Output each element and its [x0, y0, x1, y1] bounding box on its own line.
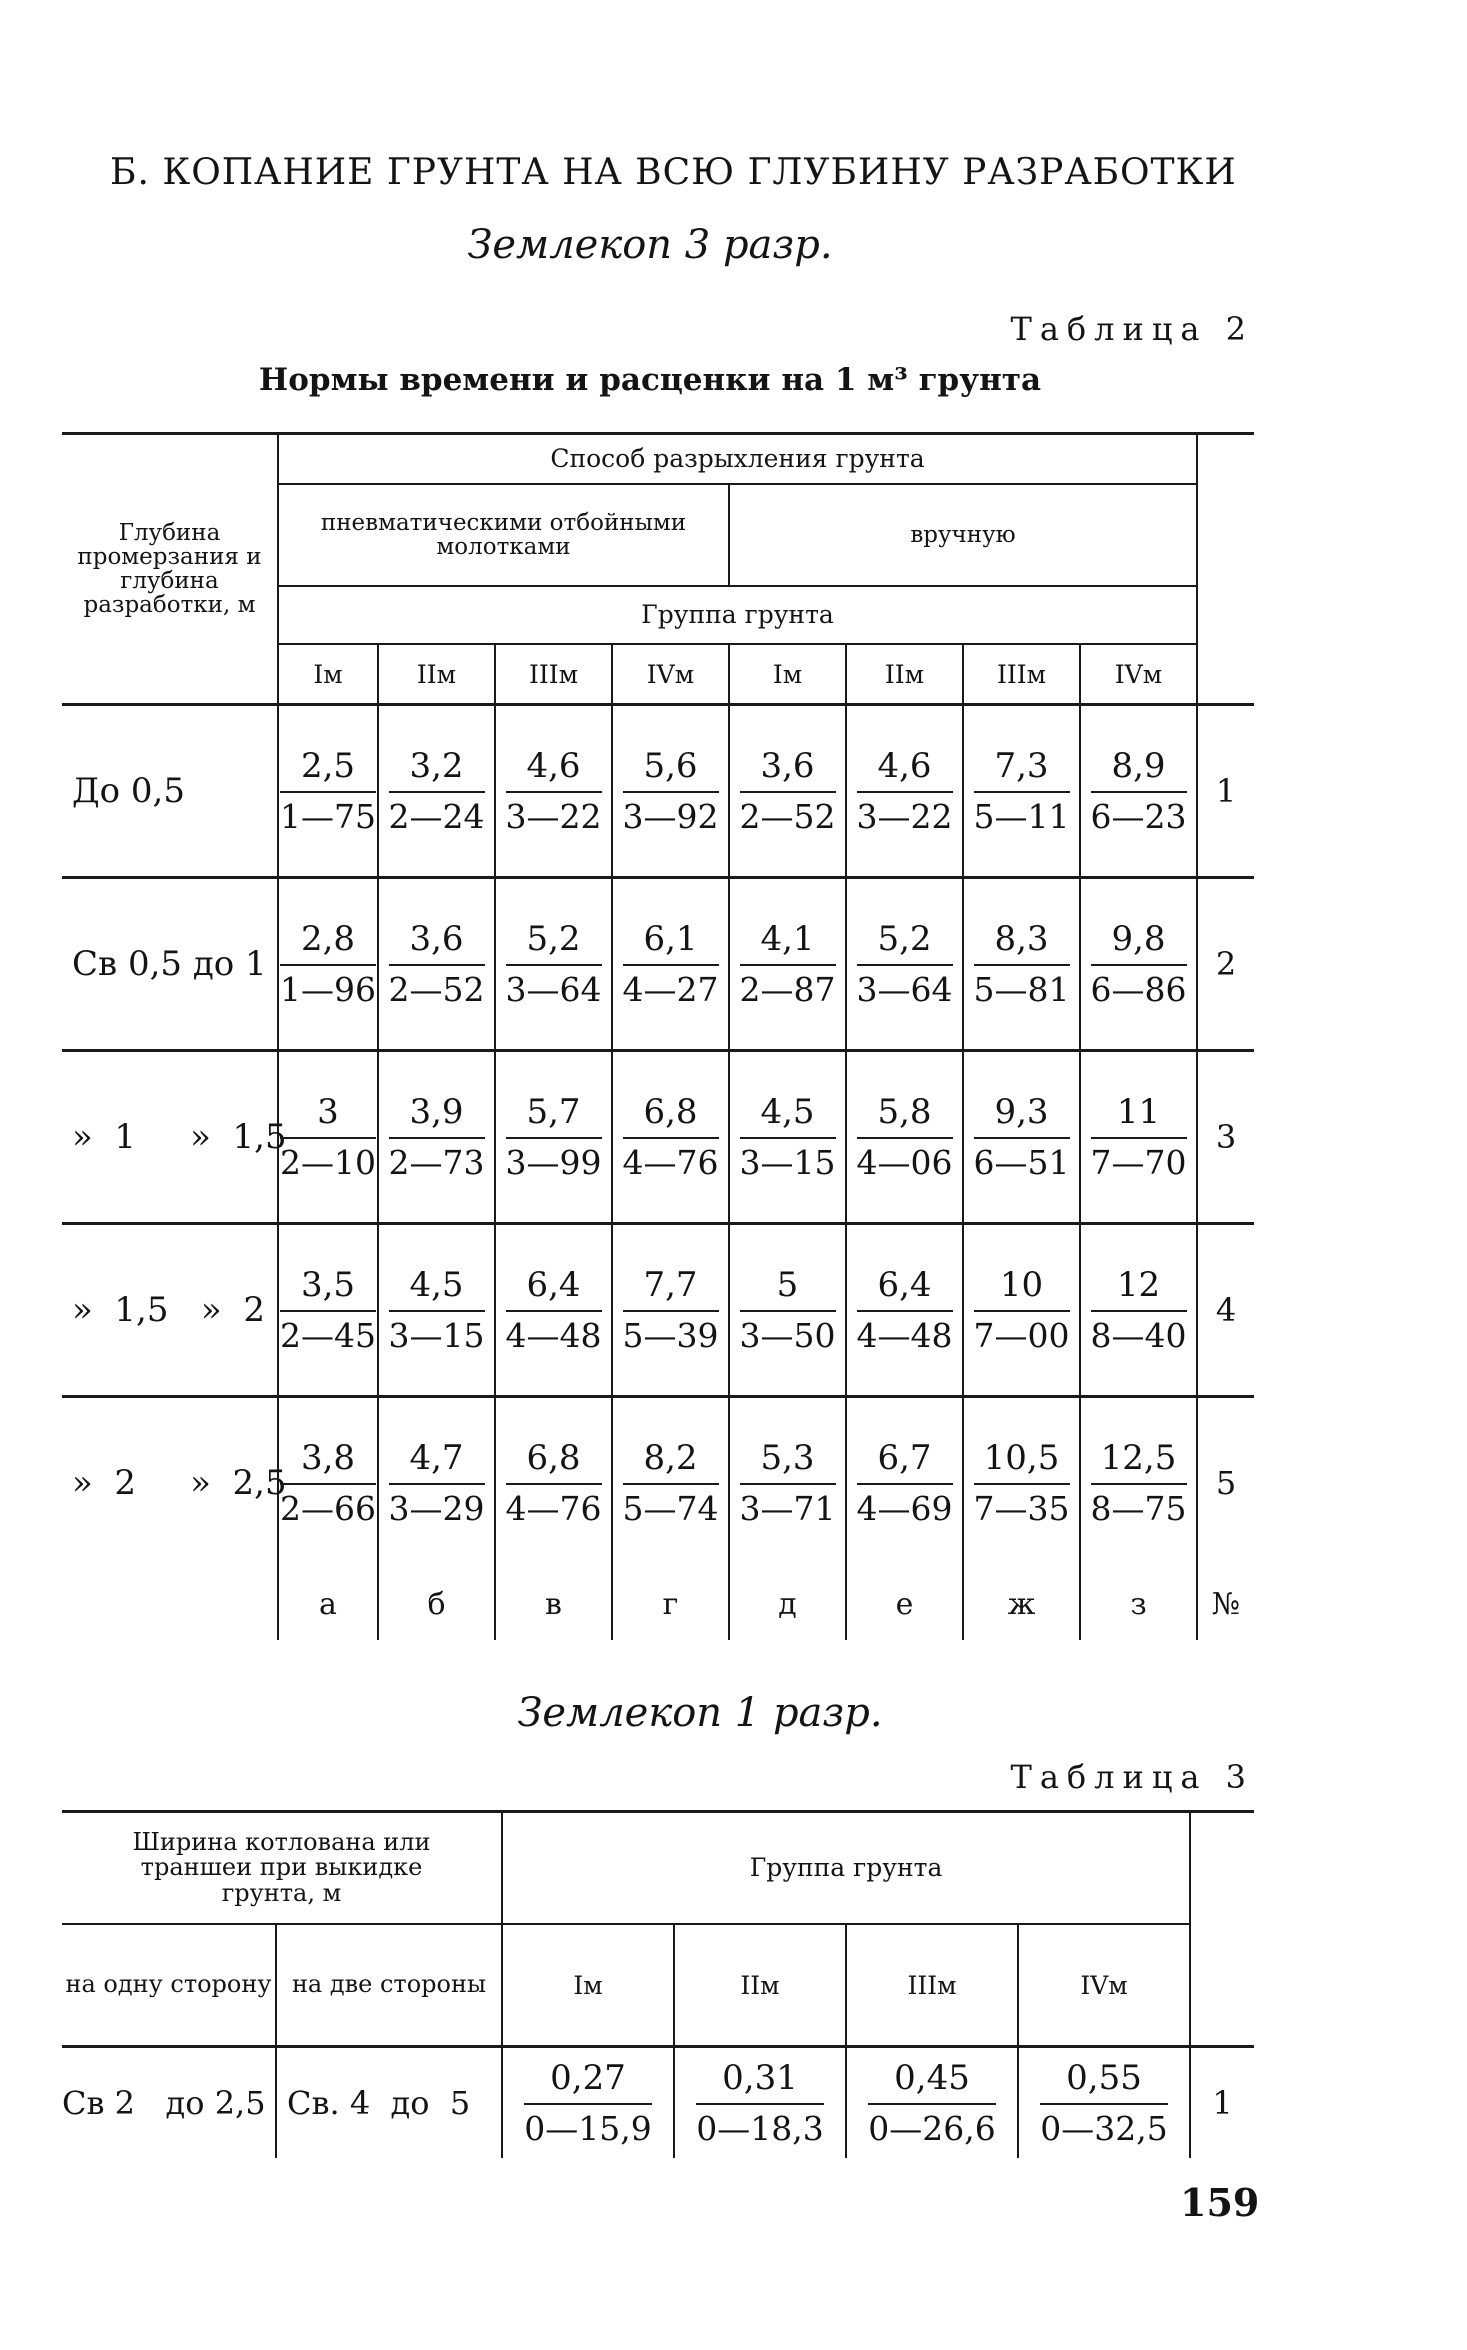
rate: 7—00: [973, 1315, 1070, 1355]
row-label: Св 0,5 до 1: [72, 944, 267, 984]
table-row: [62, 2047, 1254, 2159]
rate: 5—39: [622, 1315, 719, 1355]
time-norm: 4,5: [389, 1265, 485, 1312]
worker-grade-heading-3: Землекоп 3 разр.: [467, 222, 833, 268]
group-cell: IIм: [674, 1924, 846, 2047]
group-cell: IIм: [378, 644, 495, 705]
rate: 4—48: [856, 1315, 953, 1355]
row-number: 1: [1190, 2047, 1254, 2159]
group-cell: IVм: [1018, 1924, 1190, 2047]
rate: 2—24: [388, 796, 485, 836]
time-norm: 2,8: [280, 919, 376, 966]
rate: 4—76: [505, 1488, 602, 1528]
time-norm: 7,7: [623, 1265, 719, 1312]
rate: 2—73: [388, 1142, 485, 1182]
width-header: Ширина котлована или траншеи при выкидке грунта, м: [62, 1812, 502, 1925]
time-norm: 3,6: [740, 746, 836, 793]
rate: 4—48: [505, 1315, 602, 1355]
time-norm: 12: [1091, 1265, 1187, 1312]
group-cell: Iм: [502, 1924, 674, 2047]
time-norm: 3,5: [280, 1265, 376, 1312]
manual-header: вручную: [729, 484, 1197, 586]
rate: 6—23: [1090, 796, 1187, 836]
norms-table-2: [62, 432, 1254, 1640]
rate: 0—26,6: [868, 2108, 996, 2148]
group-cell: IIIм: [846, 1924, 1018, 2047]
column-letter: ж: [963, 1568, 1080, 1640]
rate: 4—76: [622, 1142, 719, 1182]
group-cell: IVм: [612, 644, 729, 705]
time-norm: 6,4: [857, 1265, 953, 1312]
time-norm: 0,31: [696, 2058, 823, 2105]
rate: 4—69: [856, 1488, 953, 1528]
rate: 1—75: [280, 796, 376, 836]
rate: 6—51: [973, 1142, 1070, 1182]
rate: 2—52: [388, 969, 485, 1009]
rate: 0—32,5: [1040, 2108, 1168, 2148]
group-cell: Iм: [278, 644, 378, 705]
row-label: » 2 » 2,5: [72, 1463, 287, 1503]
time-norm: 8,3: [974, 919, 1070, 966]
row-label: » 1 » 1,5: [72, 1117, 287, 1157]
column-letter: д: [729, 1568, 846, 1640]
time-norm: 0,55: [1040, 2058, 1167, 2105]
rate: 3—99: [505, 1142, 602, 1182]
rate: 2—10: [280, 1142, 376, 1182]
time-norm: 8,2: [623, 1438, 719, 1485]
time-norm: 5: [740, 1265, 836, 1312]
worker-grade-heading-1: Землекоп 1 разр.: [517, 1690, 883, 1736]
two-sides-value: Св. 4 до 5: [276, 2047, 502, 2159]
row-number: 4: [1197, 1224, 1254, 1397]
column-letter: а: [278, 1568, 378, 1640]
norms-table-3: [62, 1810, 1254, 2158]
rate: 2—45: [280, 1315, 376, 1355]
row-number: 3: [1197, 1051, 1254, 1224]
time-norm: 6,8: [623, 1092, 719, 1139]
time-norm: 10,5: [974, 1438, 1070, 1485]
column-letter: е: [846, 1568, 963, 1640]
rate: 3—71: [739, 1488, 836, 1528]
group-cell: IIIм: [495, 644, 612, 705]
column-letter: з: [1080, 1568, 1197, 1640]
rate: 3—15: [388, 1315, 485, 1355]
row-number: 2: [1197, 878, 1254, 1051]
soil-group-header: Группа грунта: [278, 586, 1197, 644]
table-row: [62, 1397, 1254, 1569]
rate: 3—29: [388, 1488, 485, 1528]
time-norm: 4,5: [740, 1092, 836, 1139]
time-norm: 3,6: [389, 919, 485, 966]
rate: 3—64: [505, 969, 602, 1009]
time-norm: 4,6: [857, 746, 953, 793]
rate: 5—11: [973, 796, 1070, 836]
rate: 0—18,3: [696, 2108, 824, 2148]
time-norm: 6,1: [623, 919, 719, 966]
rate: 2—52: [739, 796, 836, 836]
rate: 0—15,9: [524, 2108, 652, 2148]
rate: 6—86: [1090, 969, 1187, 1009]
time-norm: 5,7: [506, 1092, 602, 1139]
column-letter: г: [612, 1568, 729, 1640]
table-row: [62, 878, 1254, 1051]
rate: 4—06: [856, 1142, 953, 1182]
time-norm: 5,2: [857, 919, 953, 966]
row-number: 1: [1197, 705, 1254, 878]
time-norm: 3,9: [389, 1092, 485, 1139]
pneumatic-header: пневматическими отбойными молотками: [278, 484, 729, 586]
column-letter: в: [495, 1568, 612, 1640]
time-norm: 7,3: [974, 746, 1070, 793]
row-number: 5: [1197, 1397, 1254, 1569]
time-norm: 2,5: [280, 746, 376, 793]
time-norm: 0,45: [868, 2058, 995, 2105]
table-row: [62, 1051, 1254, 1224]
rate: 2—66: [280, 1488, 376, 1528]
time-norm: 11: [1091, 1092, 1187, 1139]
time-norm: 4,7: [389, 1438, 485, 1485]
one-side-value: Св 2 до 2,5: [62, 2084, 266, 2122]
one-side-header: на одну сторону: [65, 1970, 272, 1999]
time-norm: 8,9: [1091, 746, 1187, 793]
rate: 4—27: [622, 969, 719, 1009]
rate: 3—15: [739, 1142, 836, 1182]
rate: 3—50: [739, 1315, 836, 1355]
time-norm: 6,7: [857, 1438, 953, 1485]
rate: 3—64: [856, 969, 953, 1009]
rate: 8—40: [1090, 1315, 1187, 1355]
group-cell: IIм: [846, 644, 963, 705]
row-label: До 0,5: [72, 771, 185, 811]
table-2-label: Таблица 2: [1010, 310, 1254, 348]
row-label: » 1,5 » 2: [72, 1290, 265, 1330]
table-2-caption: Нормы времени и расценки на 1 м³ грунта: [258, 362, 1042, 398]
table-3-label: Таблица 3: [1010, 1758, 1254, 1796]
time-norm: 3,8: [280, 1438, 376, 1485]
group-cell: IVм: [1080, 644, 1197, 705]
rate: 5—74: [622, 1488, 719, 1528]
page-number: 159: [1180, 2180, 1260, 2225]
table-row: [62, 705, 1254, 878]
group-cell: Iм: [729, 644, 846, 705]
time-norm: 5,3: [740, 1438, 836, 1485]
rate: 3—92: [622, 796, 719, 836]
depth-header: Глубина промерзания и глубина разработки, м: [77, 519, 262, 619]
time-norm: 6,8: [506, 1438, 602, 1485]
time-norm: 0,27: [524, 2058, 651, 2105]
time-norm: 5,2: [506, 919, 602, 966]
rate: 2—87: [739, 969, 836, 1009]
method-header: Способ разрыхления грунта: [278, 434, 1197, 485]
time-norm: 9,3: [974, 1092, 1070, 1139]
column-letter: б: [378, 1568, 495, 1640]
group-cell: IIIм: [963, 644, 1080, 705]
time-norm: 12,5: [1091, 1438, 1187, 1485]
time-norm: 3,2: [389, 746, 485, 793]
rate: 5—81: [973, 969, 1070, 1009]
rate: 7—35: [973, 1488, 1070, 1528]
two-sides-header: на две стороны: [276, 1924, 502, 2047]
rate: 1—96: [280, 969, 376, 1009]
rate: 7—70: [1090, 1142, 1187, 1182]
time-norm: 6,4: [506, 1265, 602, 1312]
section-heading: Б. КОПАНИЕ ГРУНТА НА ВСЮ ГЛУБИНУ РАЗРАБОТКИ: [110, 152, 1237, 193]
rate: 3—22: [856, 796, 953, 836]
time-norm: 9,8: [1091, 919, 1187, 966]
time-norm: 5,8: [857, 1092, 953, 1139]
rate: 3—22: [505, 796, 602, 836]
time-norm: 4,6: [506, 746, 602, 793]
time-norm: 3: [280, 1092, 376, 1139]
time-norm: 4,1: [740, 919, 836, 966]
table-row: [62, 1224, 1254, 1397]
soil-group-header-3: Группа грунта: [502, 1812, 1190, 1925]
time-norm: 5,6: [623, 746, 719, 793]
number-symbol: №: [1197, 1568, 1254, 1640]
rate: 8—75: [1090, 1488, 1187, 1528]
time-norm: 10: [974, 1265, 1070, 1312]
